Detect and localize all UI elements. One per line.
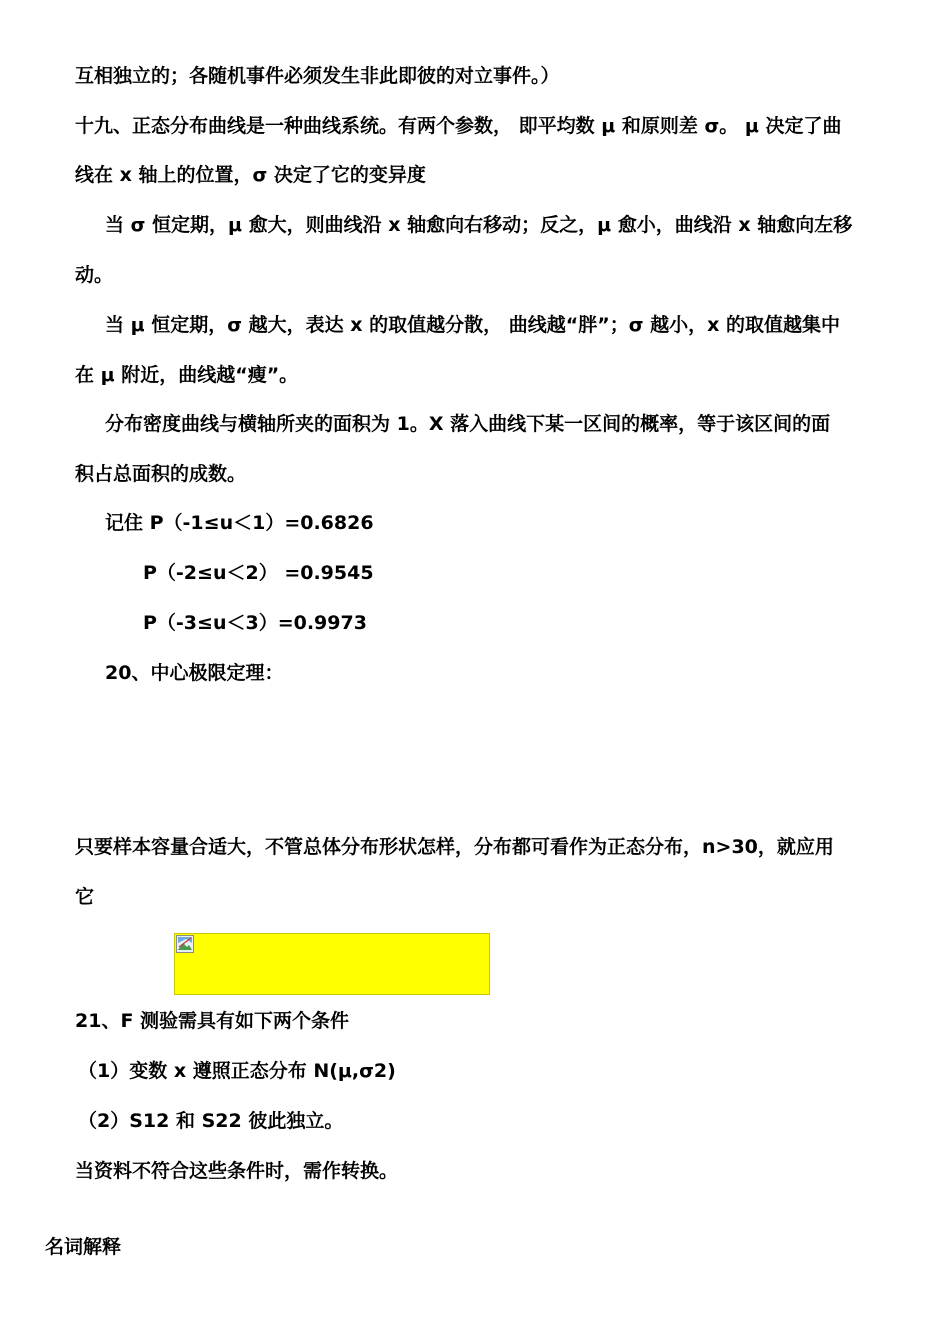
paragraph-line-5: 动。 [75,264,114,286]
broken-image-icon [176,935,194,953]
paragraph-line-4: 当 σ 恒定期，μ 愈大，则曲线沿 x 轴愈向右移动；反之，μ 愈小，曲线沿 x 轴愈向左移 [105,214,853,236]
paragraph-line-8: 分布密度曲线与横轴所夹的面积为 1。X 落入曲线下某一区间的概率，等于该区间的面 [105,413,831,435]
condition-1: （1）变数 x 遵照正态分布 N(μ,σ2) [78,1060,396,1082]
probability-line-2: P（-2≤u＜2） =0.9545 [143,562,374,584]
section-heading-terms: 名词解释 [45,1236,122,1258]
paragraph-line-7: 在 μ 附近，曲线越“瘦”。 [75,364,299,386]
paragraph-line-3: 线在 x 轴上的位置，σ 决定了它的变异度 [75,164,426,186]
paragraph-line-1: 互相独立的；各随机事件必须发生非此即彼的对立事件。） [75,65,560,87]
section-heading-20: 20、中心极限定理： [105,662,284,684]
paragraph-line-19: 当资料不符合这些条件时，需作转换。 [75,1160,399,1182]
paragraph-line-14: 只要样本容量合适大，不管总体分布形状怎样，分布都可看作为正态分布，n>30，就应用 [75,836,834,858]
probability-line-3: P（-3≤u＜3）=0.9973 [143,612,367,634]
paragraph-line-15: 它 [75,886,95,908]
paragraph-line-6: 当 μ 恒定期，σ 越大，表达 x 的取值越分散， 曲线越“胖”；σ 越小，x 的取值越集中 [105,314,840,336]
image-placeholder [174,933,490,995]
paragraph-line-9: 积占总面积的成数。 [75,463,247,485]
probability-line-1: 记住 P（-1≤u＜1）=0.6826 [105,512,374,534]
condition-2: （2）S12 和 S22 彼此独立。 [78,1110,344,1132]
section-heading-21: 21、F 测验需具有如下两个条件 [75,1010,350,1032]
paragraph-line-2: 十九、正态分布曲线是一种曲线系统。有两个参数， 即平均数 μ 和原则差 σ。 μ 决定了曲 [75,115,842,137]
